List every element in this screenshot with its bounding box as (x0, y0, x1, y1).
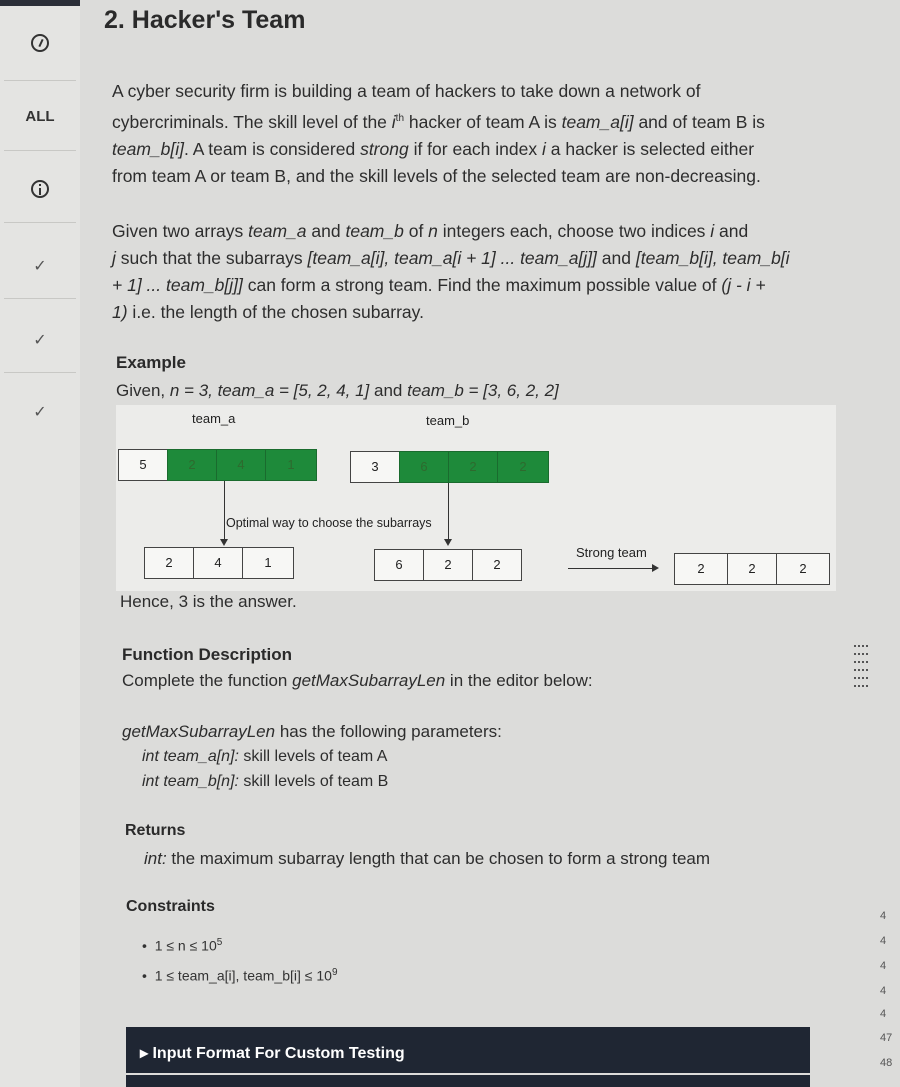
var: [team_b[i], team_b[i (635, 248, 790, 268)
checkmark-icon: ✓ (33, 404, 47, 421)
var: team_b = [3, 6, 2, 2] (407, 381, 559, 400)
text: has the following parameters: (275, 722, 502, 741)
editor-line-number: 4 (880, 985, 887, 997)
returns-heading: Returns (125, 822, 186, 839)
var: n = 3, team_a = [5, 2, 4, 1] (169, 381, 370, 400)
text: the maximum subarray length that can be chosen to form a strong team (166, 849, 711, 868)
sidebar-item-question-2[interactable] (0, 330, 80, 350)
team-b-cell: 2 (497, 451, 549, 483)
triangle-right-icon: ▸ (140, 1045, 149, 1062)
param-desc: skill levels of team B (238, 773, 389, 790)
text: hacker of team A is (404, 111, 562, 132)
function-heading: Function Description (122, 645, 292, 664)
text: and (306, 221, 346, 241)
text: Given, (116, 381, 170, 400)
text: and (596, 248, 636, 268)
editor-line-number: 4 (880, 910, 887, 922)
team-a-cell: 4 (216, 449, 266, 481)
superscript: th (395, 113, 405, 124)
example-heading: Example (116, 353, 186, 372)
strong-cell: 2 (674, 553, 728, 585)
team-b-label: team_b (426, 413, 470, 428)
param-team-b (142, 773, 388, 791)
intro-line (112, 136, 832, 163)
arrow-down-icon (444, 539, 452, 546)
editor-line-number: 4 (880, 960, 887, 972)
editor-line-number: 4 (880, 1008, 887, 1020)
text: such that the subarrays (115, 248, 308, 268)
sidebar-divider (4, 80, 76, 81)
text: and of team B is (633, 111, 765, 132)
var: i (710, 221, 715, 241)
sidebar-divider (4, 372, 76, 373)
strong-cell: 2 (727, 553, 777, 585)
connector-line (224, 481, 225, 541)
text: . A team is considered (183, 138, 361, 159)
team-b-cell: 3 (350, 451, 400, 483)
given-line (112, 218, 832, 245)
function-name: getMaxSubarrayLen (122, 722, 276, 741)
param-type: int team_b[n]: (142, 773, 239, 790)
chosen-a-cell: 4 (193, 547, 243, 579)
strong-cell: 2 (776, 553, 830, 585)
superscript: 9 (331, 967, 338, 978)
text: Complete the function (122, 671, 293, 690)
var: [team_a[i], team_a[i + 1] ... team_a[j]] (307, 248, 597, 268)
connector-line (568, 568, 652, 569)
text: in the editor below: (445, 671, 593, 690)
constraints-heading: Constraints (126, 898, 215, 915)
intro-paragraph (112, 78, 832, 190)
text: Given two arrays (112, 221, 249, 241)
example-given (116, 381, 559, 401)
intro-line (112, 105, 832, 136)
text: and (714, 221, 749, 241)
param-type: int team_a[n]: (142, 748, 239, 765)
constraint-item: • 1 ≤ team_a[i], team_b[i] ≤ $10^9$ (142, 967, 338, 984)
checkmark-icon: ✓ (33, 332, 47, 349)
text: if for each index (408, 138, 542, 159)
example-diagram (116, 405, 836, 591)
text: and (369, 381, 408, 400)
team-a-cell: 1 (265, 449, 317, 481)
panel-resize-handle[interactable] (854, 645, 868, 689)
team-b-cell: 6 (399, 451, 449, 483)
var-i: i (391, 111, 396, 132)
var-team-a: team_a[i] (561, 111, 634, 132)
sidebar-divider (4, 222, 76, 223)
text: cybercriminals. The skill level of the (112, 111, 392, 132)
sidebar-item-question-1[interactable] (0, 256, 80, 276)
constraint-item: • $1 \le n \le 10^5$ (142, 937, 223, 954)
editor-line-number: 4 (880, 935, 887, 947)
function-desc (122, 671, 593, 691)
problem-statement (80, 0, 893, 1087)
param-team-a (142, 748, 387, 766)
input-format-toggle[interactable] (126, 1027, 810, 1073)
sidebar-all-label: ALL (25, 108, 55, 125)
var: 1) (112, 302, 128, 322)
strong-term: strong (360, 138, 409, 159)
sidebar-divider (4, 298, 76, 299)
connector-line (448, 483, 449, 541)
text: integers each, choose two indices (437, 221, 711, 241)
sidebar-topbar (0, 0, 80, 6)
text: of (403, 221, 429, 241)
chosen-b-cell: 6 (374, 549, 424, 581)
editor-line-number: 47 (880, 1032, 893, 1044)
given-line (112, 245, 832, 272)
problem-title: 2. Hacker's Team (104, 6, 306, 34)
param-desc: skill levels of team A (238, 748, 388, 765)
team-b-cell: 2 (448, 451, 498, 483)
text: i.e. the length of the chosen subarray. (127, 302, 424, 322)
team-a-cell: 2 (167, 449, 217, 481)
var-team-b: team_b[i] (112, 138, 184, 159)
intro-line: A cyber security firm is building a team of hackers to take down a network of (112, 81, 701, 101)
sidebar-divider (4, 150, 76, 151)
superscript: 5 (216, 937, 223, 948)
var-i: i (541, 138, 546, 159)
arrow-down-icon (220, 539, 228, 546)
input-format-label: Input Format For Custom Testing (152, 1045, 405, 1062)
team-a-cell: 5 (118, 449, 168, 481)
question-sidebar (0, 0, 81, 1087)
var: j (112, 248, 116, 268)
returns-desc (144, 849, 710, 869)
strong-team-label: Strong team (576, 545, 647, 560)
intro-line: from team A or team B, and the skill levels of the selected team are non-decreasing. (112, 165, 761, 186)
var: + 1] ... team_b[j]] (112, 275, 243, 295)
info-icon (31, 180, 49, 198)
var: (j - i + (721, 275, 766, 295)
return-type: int: (144, 849, 167, 868)
chosen-b-cell: 2 (472, 549, 522, 581)
var: team_b (345, 221, 404, 241)
text: a hacker is selected either (545, 138, 755, 159)
var: team_a (248, 221, 307, 241)
chosen-b-cell: 2 (423, 549, 473, 581)
optimal-label: Optimal way to choose the subarrays (226, 516, 432, 530)
sidebar-item-info[interactable] (0, 180, 80, 203)
sidebar-item-question-3[interactable] (0, 402, 80, 422)
chosen-a-cell: 2 (144, 547, 194, 579)
params-intro (122, 722, 502, 742)
given-paragraph (112, 218, 832, 326)
next-section-bar[interactable] (126, 1075, 810, 1087)
given-line (112, 272, 832, 299)
editor-line-number: 48 (880, 1057, 893, 1069)
given-line (112, 299, 832, 326)
arrow-right-icon (652, 564, 659, 572)
text: 1 ≤ team_a[i], team_b[i] ≤ 10 (154, 967, 332, 984)
team-a-label: team_a (192, 411, 236, 426)
function-name: getMaxSubarrayLen (292, 671, 446, 690)
checkmark-icon: ✓ (33, 258, 47, 275)
text: 1 ≤ n ≤ 10 (154, 937, 217, 954)
gauge-icon (31, 34, 49, 52)
var: n (428, 221, 438, 241)
text: can form a strong team. Find the maximum possible value of (242, 275, 722, 295)
sidebar-item-all[interactable] (0, 108, 80, 126)
chosen-a-cell: 1 (242, 547, 294, 579)
example-answer: Hence, 3 is the answer. (120, 592, 297, 611)
sidebar-item-timer[interactable] (0, 34, 80, 57)
